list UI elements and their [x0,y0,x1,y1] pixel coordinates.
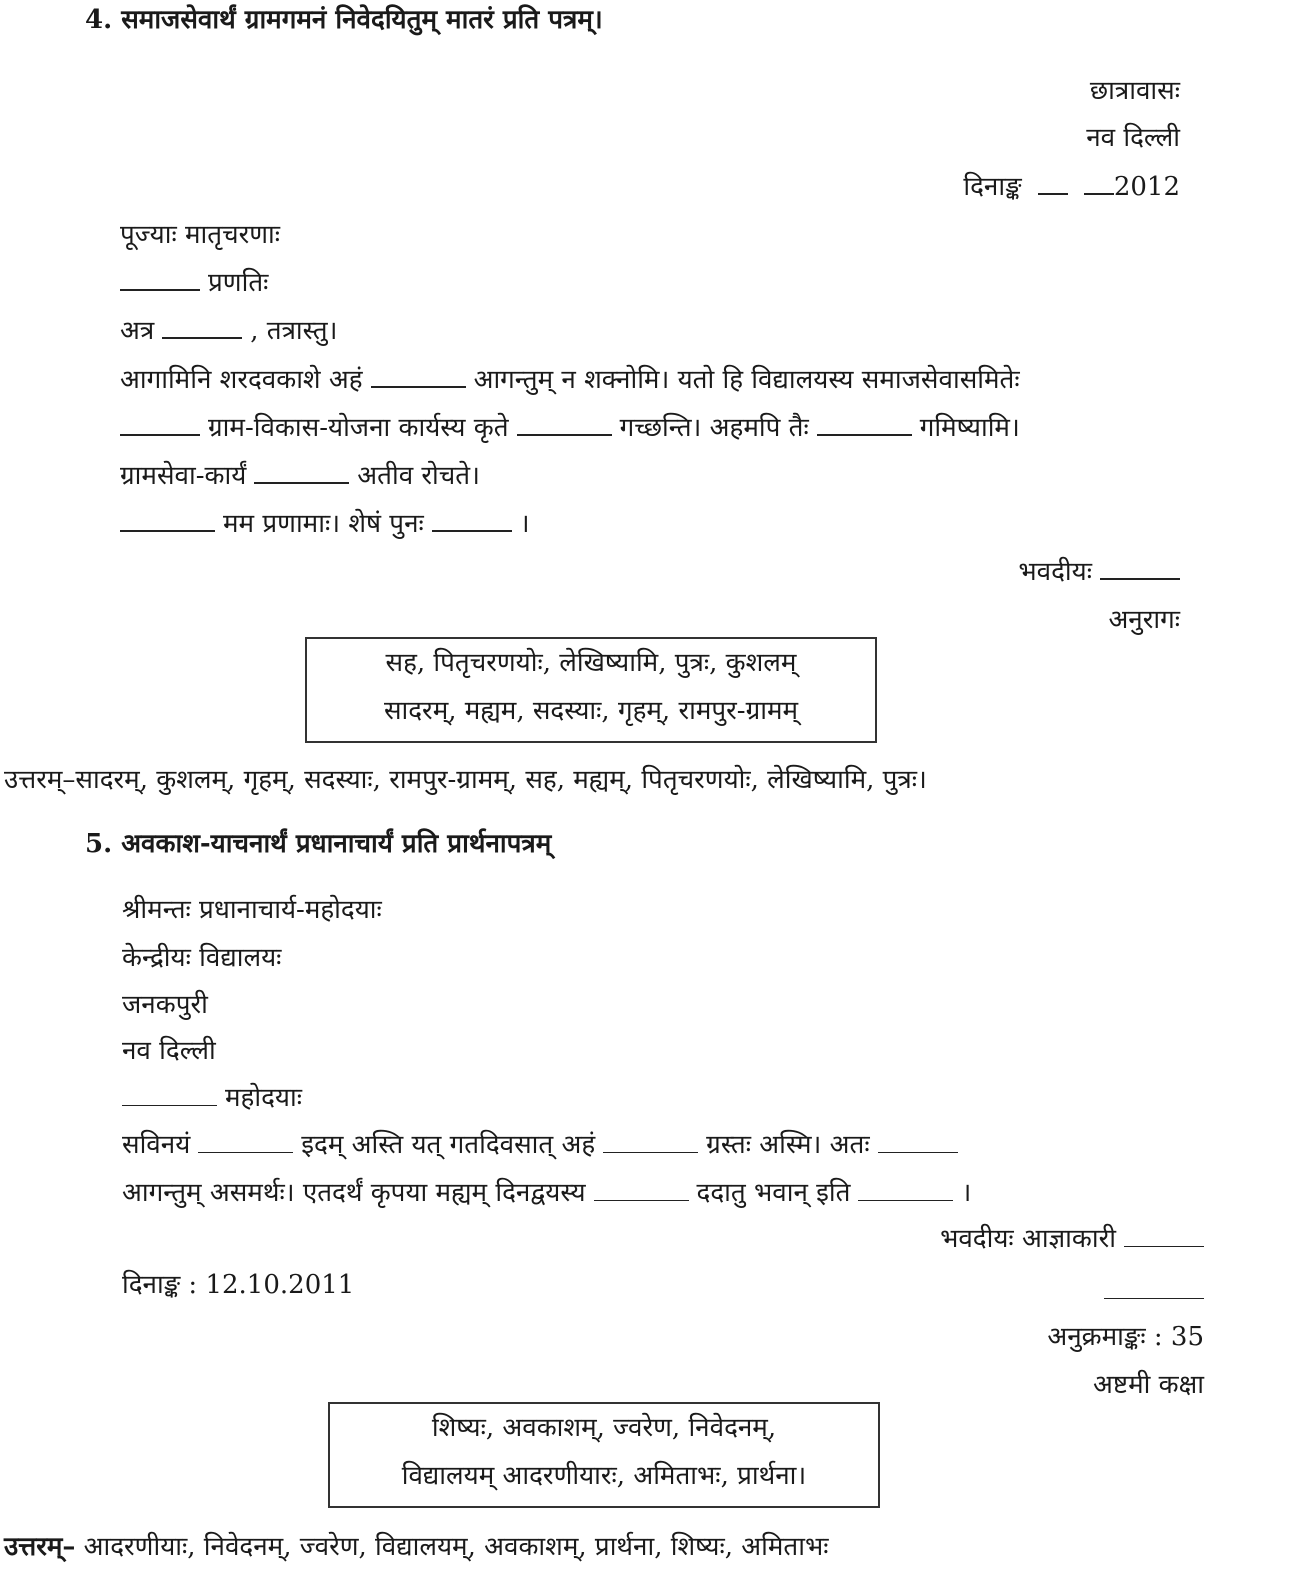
text: गच्छन्ति। अहमपि तैः [619,413,809,443]
text: आगामिनि शरदवकाशे अहं [120,365,363,395]
q4-address-line: नव दिल्ली [1086,123,1180,153]
blank [1038,173,1068,195]
blank [1084,173,1114,195]
text: अतीव रोचते। [357,461,480,491]
word-box-line: विद्यालयम् आदरणीयारः, अमिताभः, प्रार्थना। [401,1461,807,1491]
word-box-line: शिष्यः, अवकाशम्, ज्वरेण, निवेदनम्, [431,1413,777,1443]
q4-answer: उत्तरम्–सादरम्, कुशलम्, गृहम्, सदस्याः, रामपुर-ग्रामम्, सह, मह्यम्, पितृचरणयोः, लेखिष्यामि, पुत्रः। [4,765,927,795]
word-box-line: सह, पितृचरणयोः, लेखिष्यामि, पुत्रः, कुशलम् [385,648,797,678]
blank [603,1138,698,1153]
answer-label: उत्तरम्– [4,1532,76,1562]
q5-closing [940,1222,1204,1256]
q4-body-line [120,507,530,541]
q5-salutation [122,1081,302,1115]
blank [254,462,349,484]
text: भवदीयः [1018,557,1092,587]
q4-pranati-line [120,266,268,300]
text: ग्राम-विकास-योजना कार्यस्य कृते [208,413,509,443]
q5-address-line: नव दिल्ली [122,1036,216,1066]
text: मम प्रणामाः। शेषं पुनः [223,509,424,539]
blank [162,317,242,339]
text: आगन्तुम् असमर्थः। एतदर्थं कृपया मह्यम् दिनद्वयस्य [122,1178,586,1208]
q4-body-line [120,411,1020,445]
blank [858,1186,953,1201]
blank [432,510,512,532]
blank [817,414,912,436]
q4-body-line [120,459,480,493]
blank [1124,1232,1204,1247]
text: ग्रामसेवा-कार्यं [120,461,247,491]
text: ग्रस्तः अस्मि। अतः [706,1130,870,1160]
blank [517,414,612,436]
q4-salutation: पूज्याः मातृचरणाः [120,220,281,250]
q5-word-box [328,1402,880,1508]
q5-body-line [122,1176,971,1210]
text: । [961,1178,972,1208]
answer-text: आदरणीयाः, निवेदनम्, ज्वरेण, विद्यालयम्, अवकाशम्, प्रार्थना, शिष्यः, अमिताभः [83,1532,829,1562]
q5-date: दिनाङ्क : 12.10.2011 [122,1270,355,1300]
text: प्रणतिः [208,268,269,298]
text: गमिष्यामि। [919,413,1020,443]
q5-address-line: जनकपुरी [122,990,208,1020]
blank [120,414,200,436]
q5-body-line [122,1128,966,1162]
text: सविनयं [122,1130,191,1160]
q5-class: अष्टमी कक्षा [1093,1370,1204,1400]
blank [878,1138,958,1153]
q4-atra-line [120,314,337,348]
word-box-line: सादरम्, मह्यम, सदस्याः, गृहम्, रामपुर-ग्रामम् [383,696,799,726]
date-year: 2012 [1113,172,1180,202]
q4-closing [1018,555,1180,589]
text: भवदीयः आज्ञाकारी [940,1224,1116,1254]
blank [122,1091,217,1106]
q5-roll-number: अनुक्रमाङ्कः : 35 [1047,1322,1204,1352]
blank [1100,558,1180,580]
q4-signature: अनुरागः [1108,605,1180,635]
text: , तत्रास्तु। [250,316,338,346]
text: अत्र [120,316,155,346]
blank [120,269,200,291]
q4-date [963,170,1180,204]
q4-body-line [120,363,1020,397]
text: । [519,509,530,539]
q4-address-line: छात्रावासः [1089,76,1180,106]
signature-blank [1104,1298,1204,1299]
q4-heading: 4. समाजसेवार्थं ग्रामगमनं निवेदयितुम् मातरं प्रति पत्रम्। [85,5,603,35]
blank [594,1186,689,1201]
text: महोदयाः [225,1083,302,1113]
text: ददातु भवान् इति [696,1178,851,1208]
q5-answer [4,1530,828,1564]
q5-heading: 5. अवकाश-याचनार्थं प्रधानाचार्यं प्रति प्रार्थनापत्रम् [85,829,552,859]
blank [371,366,466,388]
blank [198,1138,293,1153]
q4-word-box [305,637,877,743]
q5-address-line: केन्द्रीयः विद्यालयः [122,943,282,973]
text: आगन्तुम् न शक्नोमि। यतो हि विद्यालयस्य समाजसेवासमितेः [473,365,1020,395]
q5-address-line: श्रीमन्तः प्रधानाचार्य-महोदयाः [122,895,382,925]
blank [120,510,215,532]
date-label: दिनाङ्क [963,172,1022,202]
text: इदम् अस्ति यत् गतदिवसात् अहं [301,1130,596,1160]
